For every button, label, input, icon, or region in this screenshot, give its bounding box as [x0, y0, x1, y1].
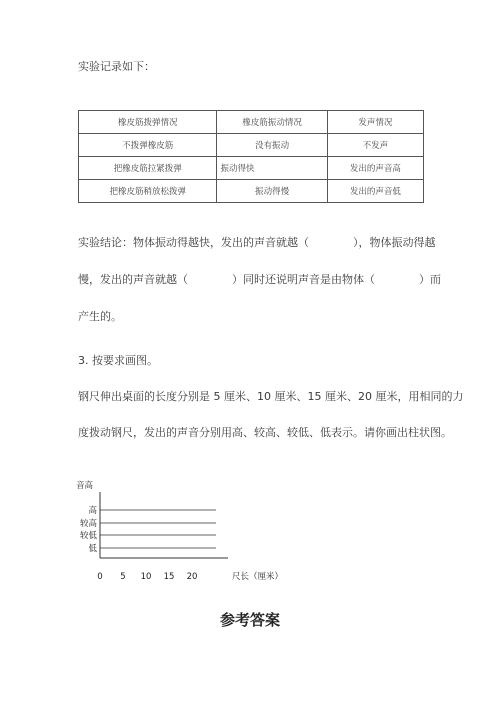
y-tick-label: 较高 — [79, 519, 97, 529]
conclusion-line-3: 产生的。 — [78, 310, 122, 323]
x-tick-label: 0 — [97, 572, 103, 582]
table-row — [79, 157, 424, 180]
question-3-line-1: 钢尺伸出桌面的长度分别是 5 厘米、10 厘米、15 厘米、20 厘米，用相同的力 — [78, 390, 464, 403]
x-tick-label: 5 — [120, 572, 126, 582]
table-cell: 发出的声音低 — [327, 180, 423, 203]
conclusion-line-1 — [78, 236, 436, 250]
table-header-cell: 发声情况 — [327, 111, 423, 134]
x-tick-label: 20 — [186, 572, 198, 582]
table-cell: 不拨弹橡皮筋 — [79, 134, 217, 157]
x-tick-label: 15 — [163, 572, 175, 582]
question-3-title: 3. 按要求画图。 — [78, 354, 158, 367]
table-cell: 没有振动 — [217, 134, 327, 157]
answer-section-title: 参考答案 — [219, 611, 280, 629]
conclusion-text: ），物体振动得越 — [353, 236, 436, 249]
table-cell: 振动得快 — [217, 157, 327, 180]
experiment-record-table — [78, 110, 424, 203]
table-header-cell: 橡皮筋振动情况 — [217, 111, 327, 134]
table-cell: 不发声 — [327, 134, 423, 157]
conclusion-text: 实验结论：物体振动得越快，发出的声音就越（ — [78, 236, 309, 249]
table-cell: 振动得慢 — [217, 180, 327, 203]
y-axis-label: 音高 — [76, 481, 94, 491]
y-tick-label: 高 — [88, 506, 97, 516]
conclusion-text: 慢，发出的声音就越（ — [78, 273, 188, 286]
table-row — [79, 134, 424, 157]
x-axis-label: 尺长（厘米） — [232, 572, 284, 582]
table-cell: 把橡皮筋稍放松拨弹 — [79, 180, 217, 203]
y-tick-label: 低 — [88, 544, 97, 554]
table-row — [79, 180, 424, 203]
question-3-line-2: 度拨动钢尺，发出的声音分别用高、较高、较低、低表示。请你画出柱状图。 — [78, 426, 452, 439]
intro-text: 实验记录如下： — [78, 60, 155, 73]
x-tick-label: 10 — [140, 572, 152, 582]
table-header-cell: 橡皮筋拨弹情况 — [79, 111, 217, 134]
table-cell: 把橡皮筋拉紧拨弹 — [79, 157, 217, 180]
conclusion-text: ）而 — [419, 273, 441, 286]
conclusion-line-2 — [78, 273, 441, 287]
table-cell: 发出的声音高 — [327, 157, 423, 180]
table-header-row — [79, 111, 424, 134]
y-tick-label: 较低 — [79, 531, 97, 541]
pitch-bar-chart — [70, 472, 290, 587]
conclusion-text: ）同时还说明声音是由物体（ — [232, 273, 375, 286]
